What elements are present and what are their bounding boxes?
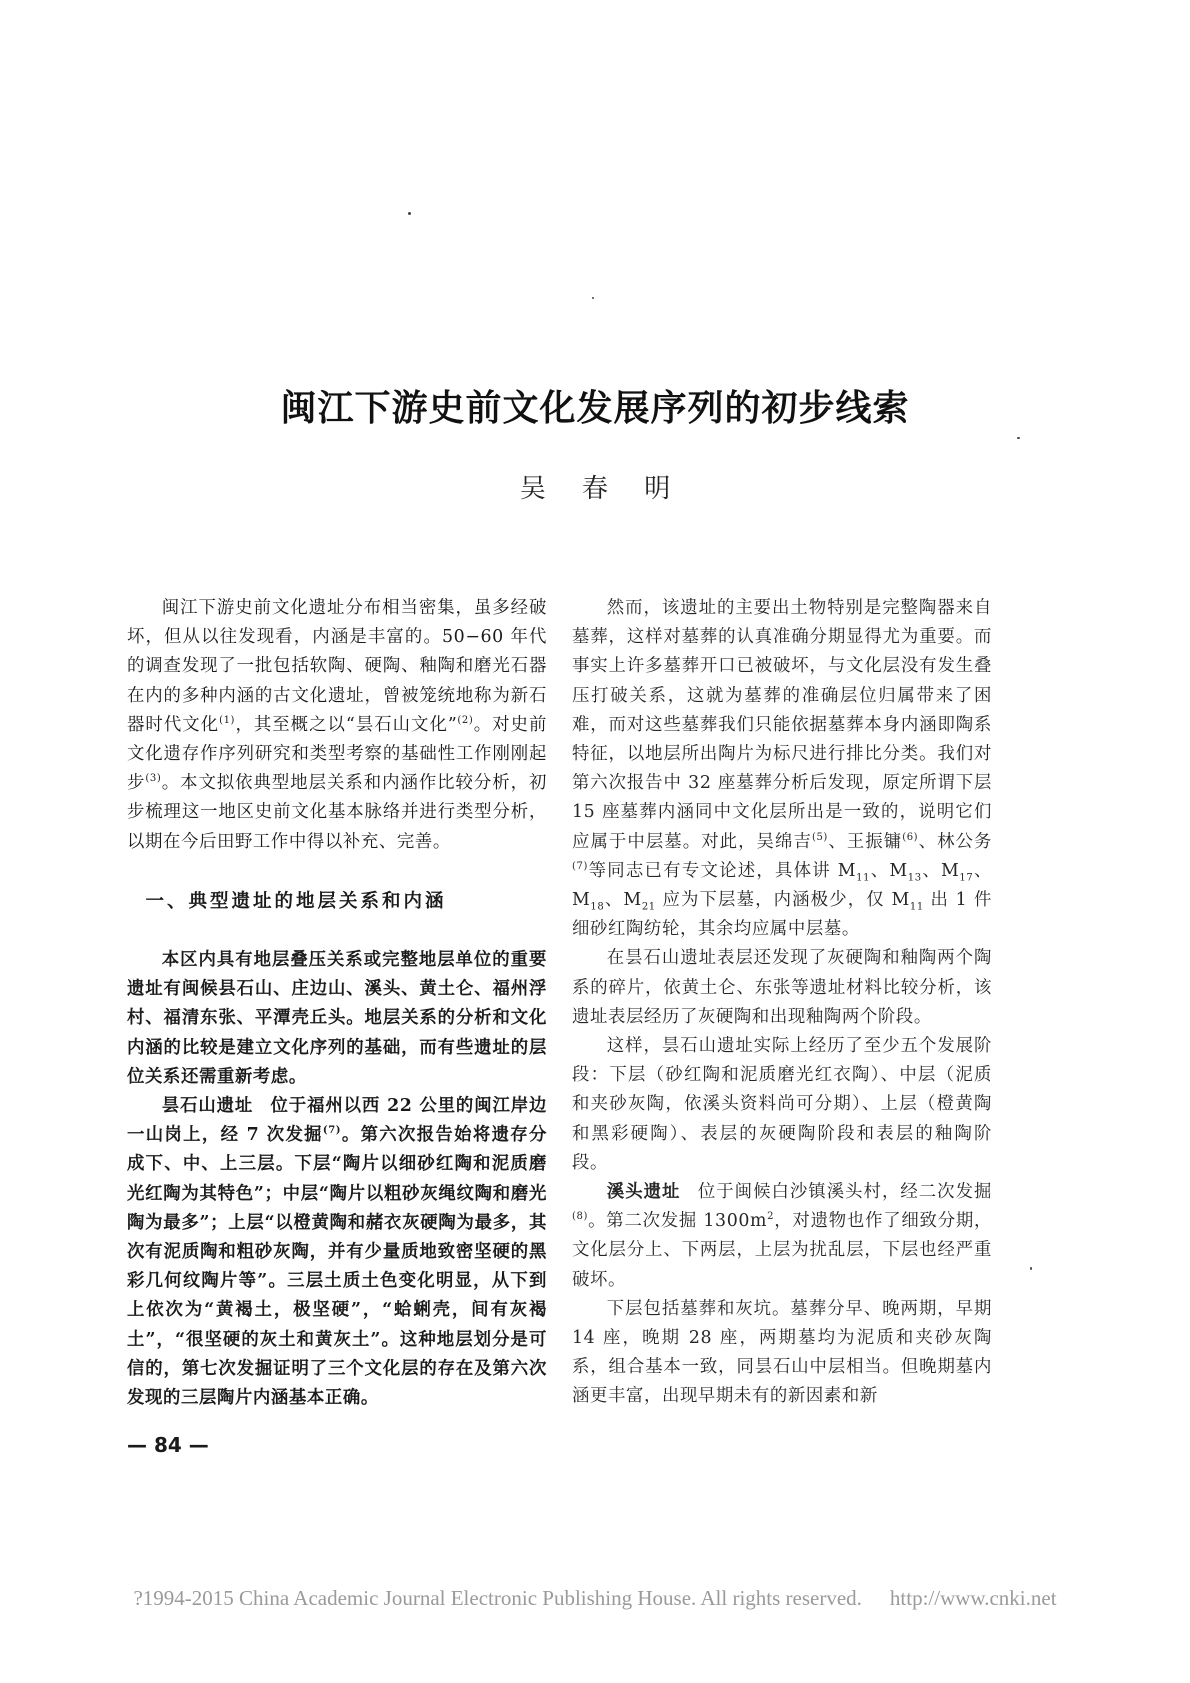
surface-layer-paragraph: 在昙石山遗址表层还发现了灰硬陶和釉陶两个陶系的碎片，依黄土仑、东张等遗址材料比较分析，该遗址表层经历了灰硬陶和出现釉陶两个阶段。 [572, 948, 992, 1027]
left-column [127, 594, 547, 1413]
section-heading: 一、典型遗址的地层关系和内涵 [145, 890, 447, 912]
site-name: 溪头遗址 [606, 1182, 681, 1203]
xitou-paragraph: 溪头遗址 位于闽候白沙镇溪头村，经二次发掘$^{(8)}$。第二次发掘 $1300m^2$，对遗物也作了细致分期，文化层分上、下两层，上层为扰乱层，下层也经严重破坏。 [572, 1182, 993, 1290]
footnote-ref[interactable]: (2) [457, 715, 474, 727]
copyright-text: ?1994-2015 China Academic Journal Electronic Publishing House. All rights reserved. [133, 1586, 862, 1610]
footnote-ref[interactable]: (5) [811, 831, 828, 843]
article-title: 闽江下游史前文化发展序列的初步线索 [280, 388, 910, 430]
article-author: 吴 春 明 [519, 474, 685, 504]
footnote-ref[interactable]: (8) [572, 1211, 588, 1223]
five-stages-paragraph: 这样，昙石山遗址实际上经历了至少五个发展阶段：下层（砂红陶和泥质磨光红衣陶）、中层（泥质和夹砂灰陶，依溪头资料尚可分期）、上层（橙黄陶和黑彩硬陶）、表层的灰硬陶阶段和表层的釉陶阶段。 [572, 1036, 992, 1173]
footnote-ref[interactable]: (6) [902, 831, 919, 843]
footnote-ref[interactable]: (3) [145, 773, 162, 785]
scan-speck [1030, 1267, 1032, 1270]
footnote-ref[interactable]: (7) [322, 1125, 342, 1137]
scan-speck [592, 297, 594, 299]
footnote-ref[interactable]: (1) [219, 715, 236, 727]
page-number: — 84 — [127, 1433, 209, 1457]
intro-paragraph: 闽江下游史前文化遗址分布相当密集，虽多经破坏，但从以往发现看，内涵是丰富的。50−60 年代的调查发现了一批包括软陶、硬陶、釉陶和磨光石器在内的多种内涵的古文化遗址，曾被笼统地称为新石器时代文化$^{(1)}$，其至概之以“昙石山文化”$^{(2)}$。对史前文化遗存作序列研究和类型考察的基础性工作刚刚起步$^{(3)}$。本文拟依典型地层关系和内涵作比较分析，初步梳理这一地区史前文化基本脉络并进行类型分析，以期在今后田野工作中得以补充、完善。 [127, 598, 547, 852]
right-column [572, 594, 992, 1412]
sites-paragraph: 本区内具有地层叠压关系或完整地层单位的重要遗址有闽候县石山、庄边山、溪头、黄土仑、福州浮村、福清东张、平潭壳丘头。地层关系的分析和文化内涵的比较是建立文化序列的基础，而有些遗址的层位关系还需重新考虑。 [127, 950, 547, 1087]
scan-speck [1017, 437, 1020, 439]
scan-speck [408, 212, 411, 215]
copyright-footer [0, 1586, 1190, 1611]
footnote-ref[interactable]: (7) [572, 861, 588, 873]
tanshishan-paragraph: 昙石山遗址 位于福州以西 22 公里的闽江岸边一山岗上，经 7 次发掘$^{(7)}$。第六次报告始将遗存分成下、中、上三层。下层“陶片以细砂红陶和泥质磨光红陶为其特色”；中层“陶片以粗砂灰绳纹陶和磨光陶为最多”；上层“以橙黄陶和赭衣灰硬陶为最多，其次有泥质陶和粗砂灰陶，并有少量质地致密坚硬的黑彩几何纹陶片等”。三层土质土色变化明显，从下到上依次为“黄褐土，极坚硬”，“蛤蜊壳，间有灰褐土”，“很坚硬的灰土和黄灰土”。这种地层划分是可信的，第七次发掘证明了三个文化层的存在及第六次发现的三层陶片内涵基本正确。 [127, 1096, 547, 1409]
tomb-analysis-paragraph: 然而，该遗址的主要出土物特别是完整陶器来自墓葬，这样对墓葬的认真准确分期显得尤为重要。而事实上许多墓葬开口已被破坏，与文化层没有发生叠压打破关系，这就为墓葬的准确层位归属带来了困难，而对这些墓葬我们只能依据墓葬本身内涵即陶系特征，以地层所出陶片为标尺进行排比分类。我们对第六次报告中 32 座墓葬分析后发现，原定所谓下层 15 座墓葬内涵同中文化层所出是一致的，说明它们应属于中层墓。对此，吴绵吉$^{(5)}$、王振镛$^{(6)}$、林公务$^{(7)}$等同志已有专文论述，具体讲 $M_{11}$、$M_{13}$、$M_{17}$、$M_{18}$、$M_{21}$ 应为下层墓，内涵极少，仅 $M_{11}$ 出 1 件细砂红陶纺轮，其余均应属中层墓。 [572, 598, 992, 940]
lower-layer-paragraph: 下层包括墓葬和灰坑。墓葬分早、晚两期，早期 14 座，晚期 28 座，两期墓均为泥质和夹砂灰陶系，组合基本一致，同昙石山中层相当。但晚期墓内涵更丰富，出现早期未有的新因素和新 [572, 1298, 992, 1407]
site-name: 昙石山遗址 [161, 1096, 254, 1117]
footer-url[interactable]: http://www.cnki.net [889, 1586, 1057, 1610]
